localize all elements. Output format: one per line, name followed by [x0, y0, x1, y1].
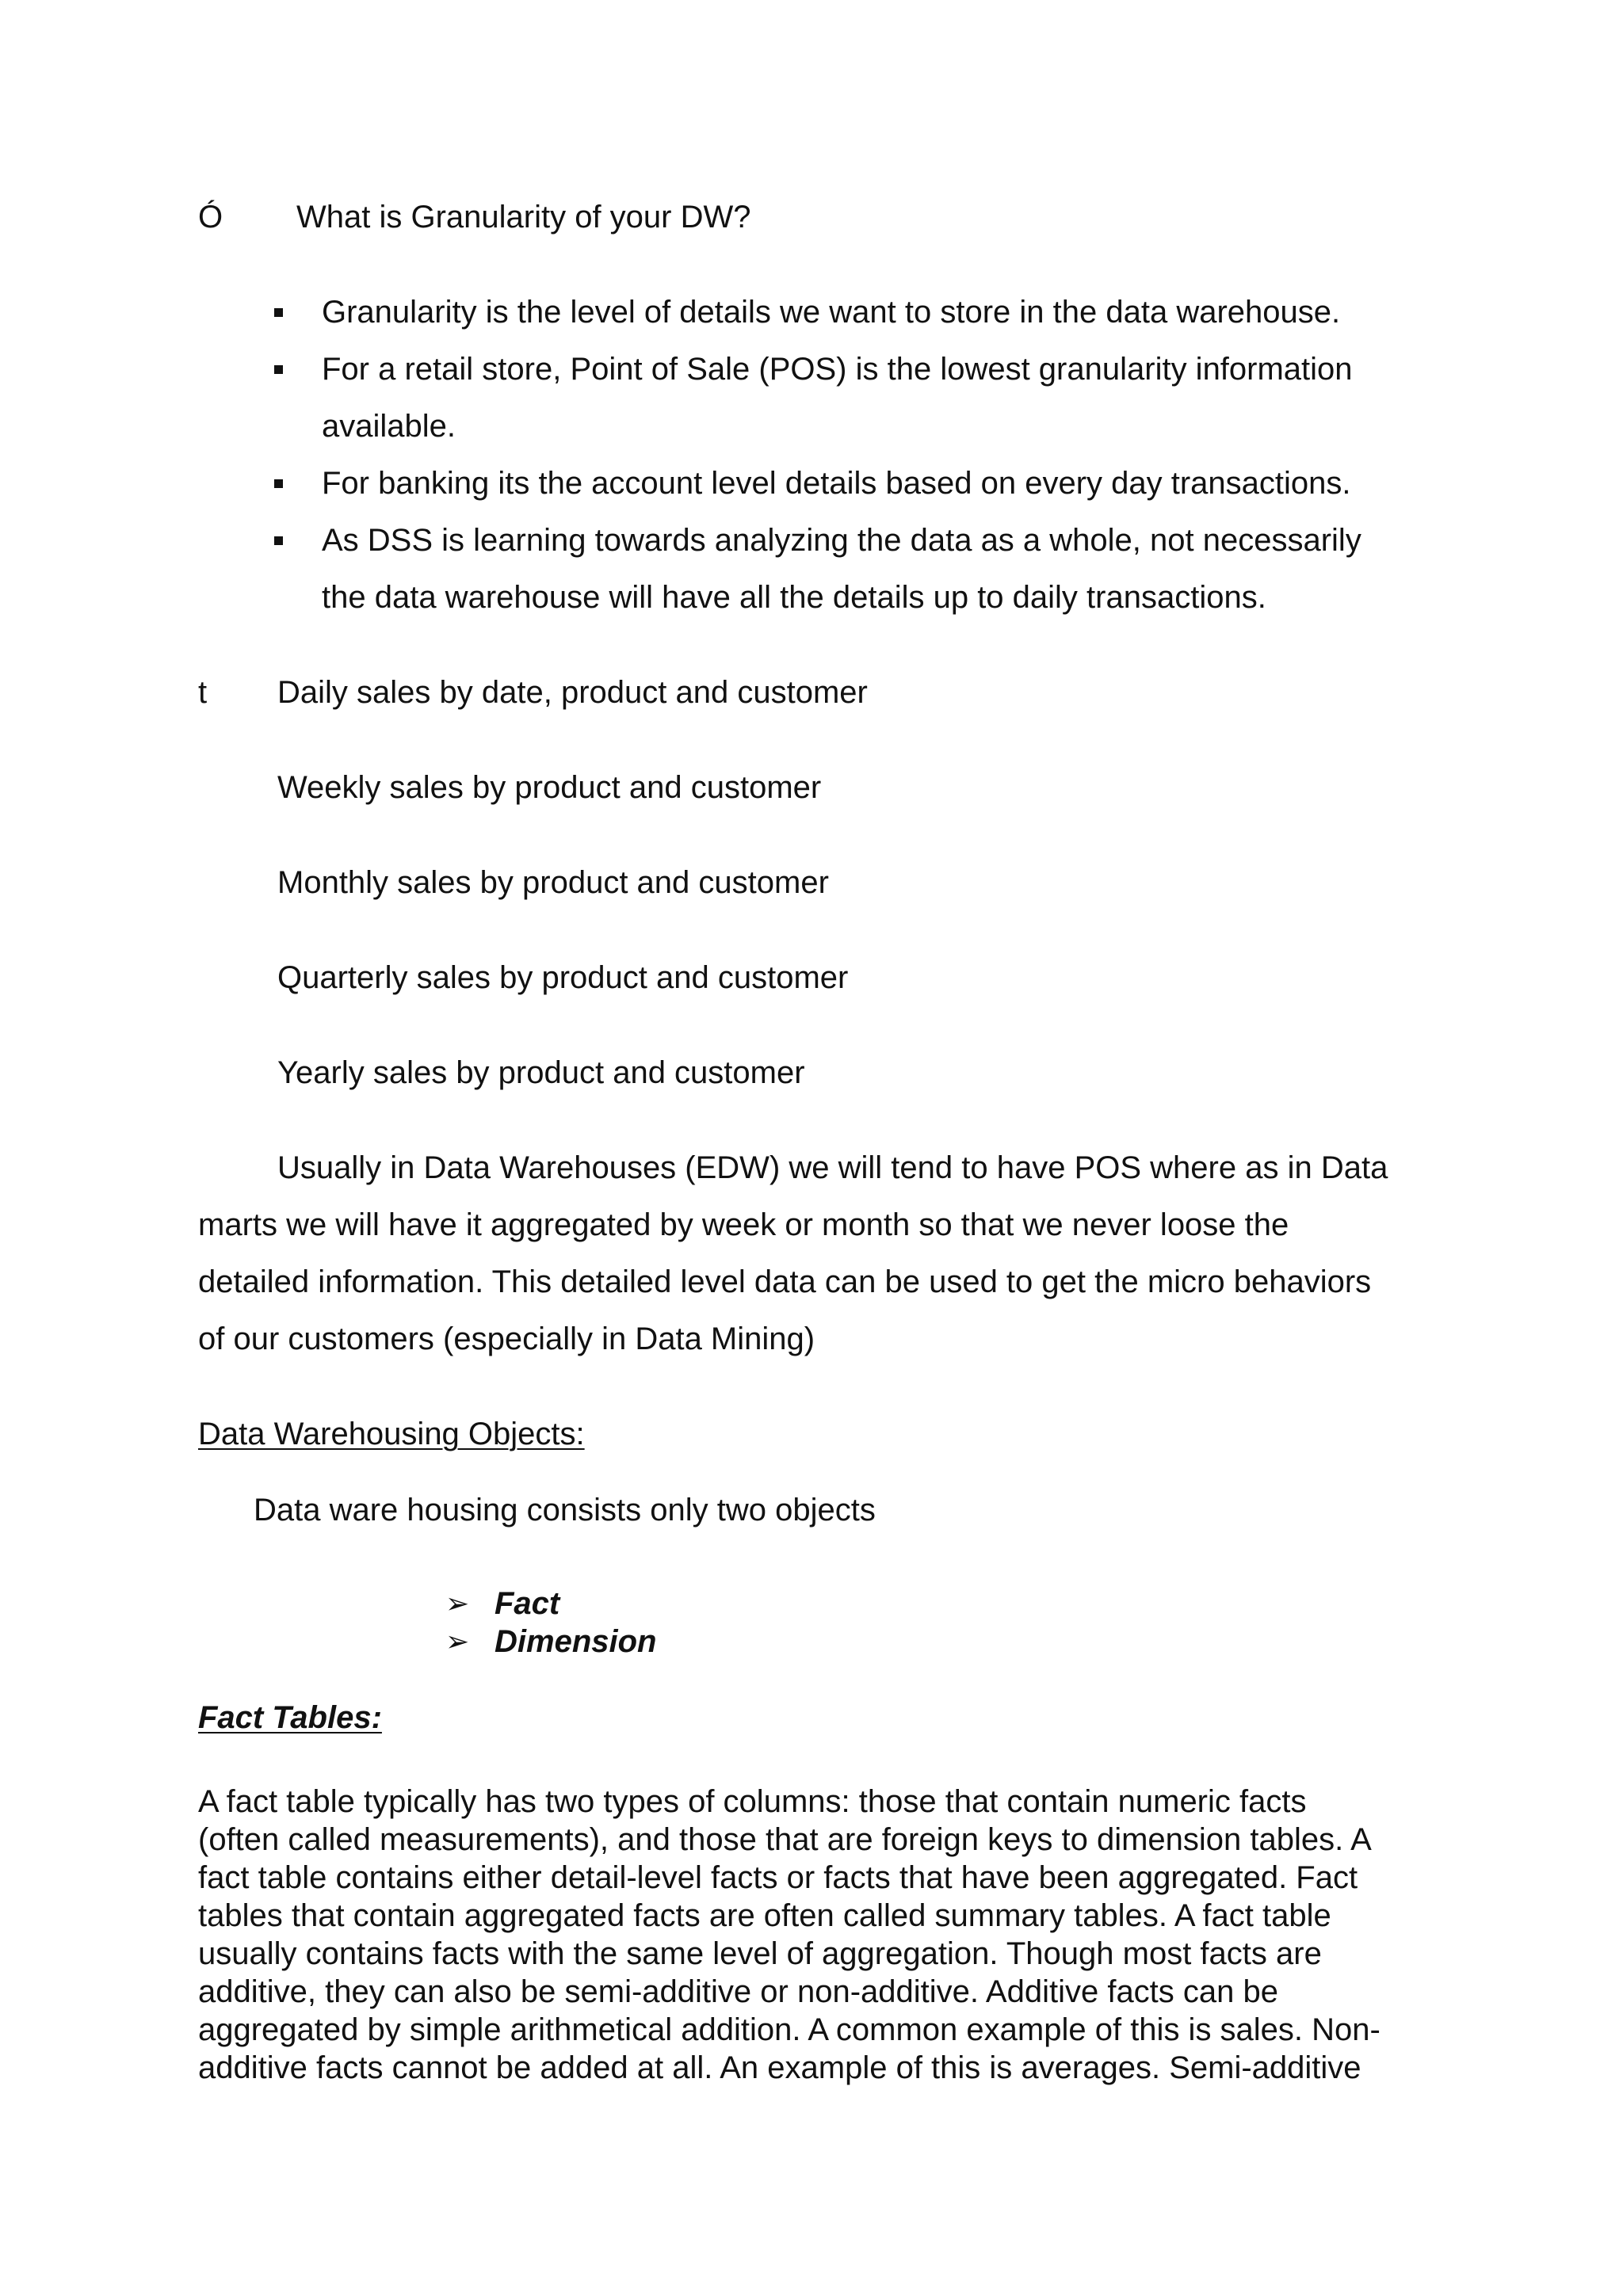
- paragraph-line: of our customers (especially in Data Mining): [198, 1322, 815, 1356]
- fact-tables-line: aggregated by simple arithmetical addition. A common example of this is sales. Non-: [198, 2012, 1381, 2047]
- sales-granularity-line: Yearly sales by product and customer: [277, 1055, 805, 1090]
- dw-object-fact: Fact: [495, 1586, 560, 1621]
- square-bullet-icon: [274, 536, 283, 545]
- fact-tables-line: A fact table typically has two types of columns: those that contain numeric facts: [198, 1784, 1307, 1819]
- fact-tables-line: usually contains facts with the same level of aggregation. Though most facts are: [198, 1936, 1322, 1971]
- square-bullet-icon: [274, 479, 283, 488]
- arrow-bullet-icon: ➢: [445, 1587, 470, 1619]
- sales-granularity-line: Quarterly sales by product and customer: [277, 960, 849, 995]
- bullet-text: For a retail store, Point of Sale (POS) is the lowest granularity information: [322, 352, 1353, 387]
- granularity-heading: What is Granularity of your DW?: [296, 200, 751, 235]
- fact-tables-line: additive, they can also be semi-additive or non-additive. Additive facts can be: [198, 1974, 1279, 2009]
- sales-granularity-line: Weekly sales by product and customer: [277, 770, 822, 805]
- bullet-text: As DSS is learning towards analyzing the data as a whole, not necessarily: [322, 523, 1361, 558]
- bullet-text-continuation: the data warehouse will have all the details up to daily transactions.: [322, 580, 1266, 615]
- fact-tables-line: (often called measurements), and those that are foreign keys to dimension tables. A: [198, 1822, 1372, 1857]
- sales-granularity-line: Monthly sales by product and customer: [277, 865, 829, 900]
- section-marker-symbol: Ó: [198, 200, 223, 235]
- bullet-text: For banking its the account level details based on every day transactions.: [322, 466, 1351, 501]
- dw-objects-intro: Data ware housing consists only two objects: [254, 1493, 876, 1527]
- fact-tables-line: additive facts cannot be added at all. An example of this is averages. Semi-additive: [198, 2050, 1361, 2085]
- sales-granularity-line: Daily sales by date, product and customer: [277, 675, 868, 710]
- square-bullet-icon: [274, 308, 283, 317]
- dw-object-dimension: Dimension: [495, 1624, 657, 1659]
- section-marker-symbol: t: [198, 675, 208, 710]
- fact-tables-line: tables that contain aggregated facts are often called summary tables. A fact table: [198, 1898, 1331, 1933]
- bullet-text-continuation: available.: [322, 409, 456, 444]
- dw-objects-heading: Data Warehousing Objects:: [198, 1417, 585, 1451]
- arrow-bullet-icon: ➢: [445, 1625, 470, 1657]
- paragraph-line: detailed information. This detailed level data can be used to get the micro behaviors: [198, 1264, 1372, 1299]
- fact-tables-line: fact table contains either detail-level facts or facts that have been aggregated. Fact: [198, 1860, 1358, 1895]
- paragraph-line: Usually in Data Warehouses (EDW) we will tend to have POS where as in Data: [277, 1150, 1388, 1185]
- fact-tables-heading: Fact Tables:: [198, 1700, 382, 1735]
- bullet-text: Granularity is the level of details we want to store in the data warehouse.: [322, 295, 1341, 330]
- paragraph-line: marts we will have it aggregated by week or month so that we never loose the: [198, 1207, 1289, 1242]
- square-bullet-icon: [274, 365, 283, 374]
